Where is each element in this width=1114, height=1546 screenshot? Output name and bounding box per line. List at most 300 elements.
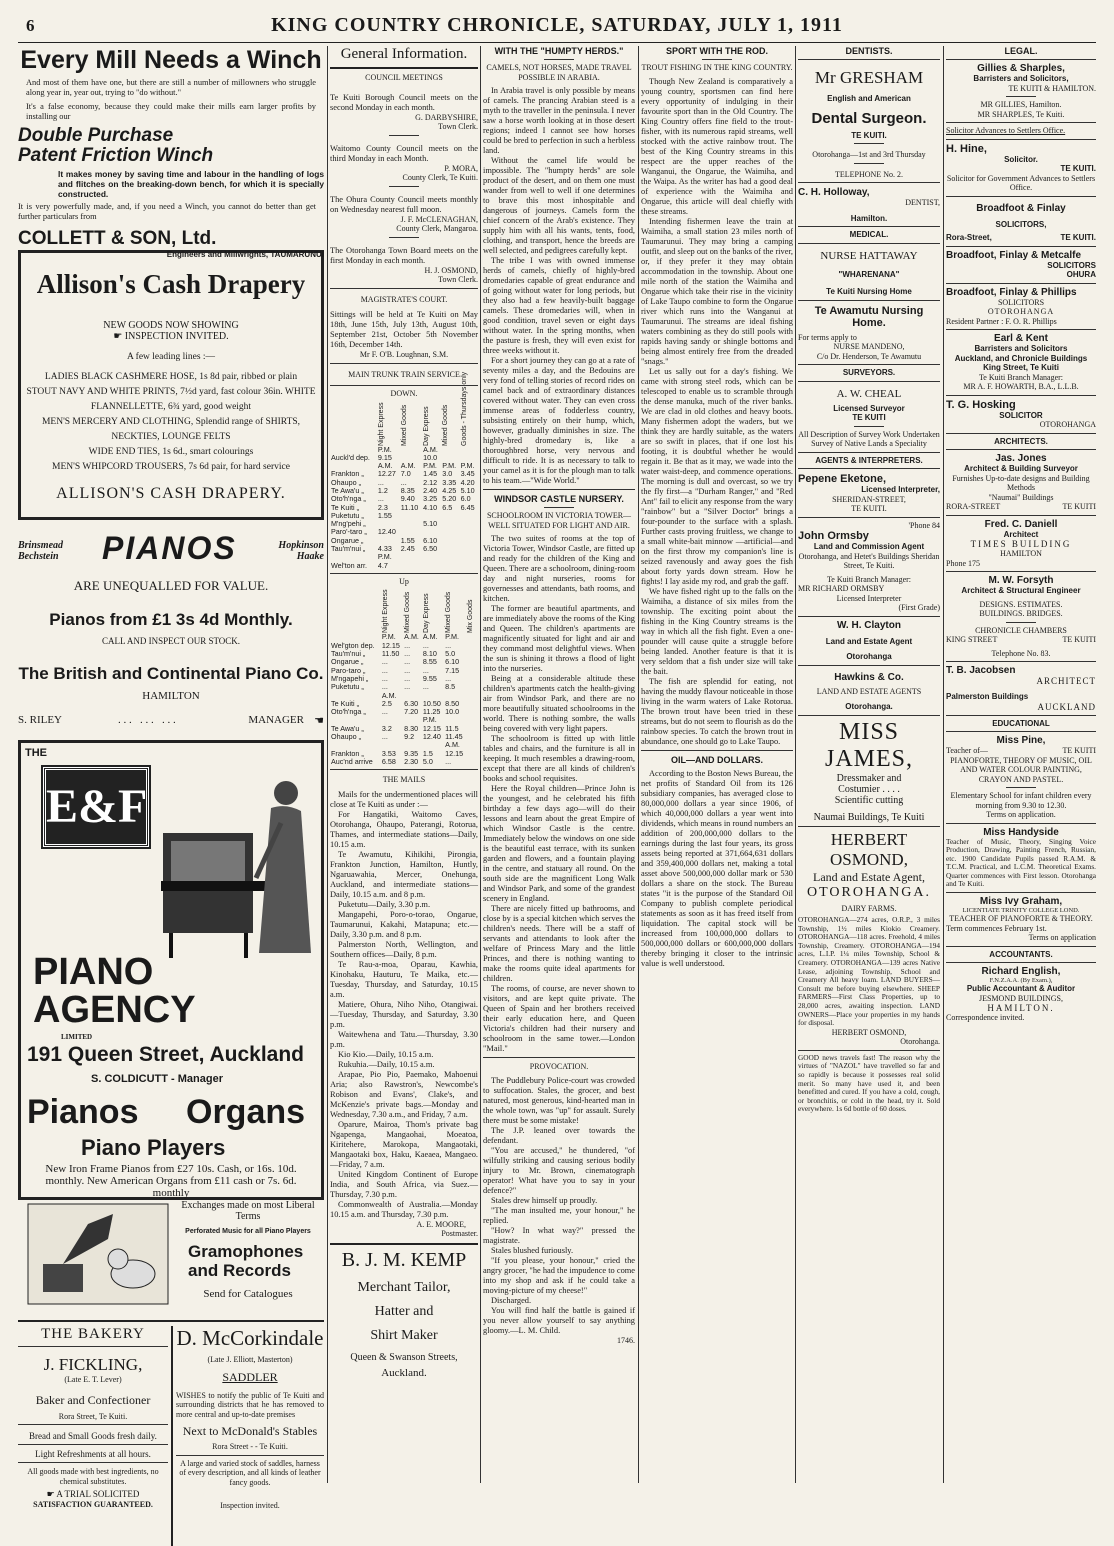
timetable-time: 2.30	[404, 756, 419, 766]
gramophone-dog-illustration	[28, 1204, 168, 1304]
article-paragraph: Stales blushed furiously.	[491, 1245, 574, 1255]
listing-name: Broadfoot, Finlay & Metcalfe	[946, 249, 1082, 261]
listing-role: Land and Estate Agent	[825, 636, 913, 646]
allison-line: NEW GOODS NOW SHOWING	[103, 320, 239, 331]
listing-line: Naumai Buildings, Te Kuiti	[813, 811, 925, 823]
mail-entry: Mangapehi, Poro-o-torao, Ongarue, Taumarunui, Kakahi, Matapuna; etc.—Daily, 3.30 p.m. and 8 p.m.	[330, 909, 478, 939]
timetable-time	[400, 512, 422, 520]
council-sig: J. F. McCLENAGHAN,	[400, 214, 478, 224]
timetable-row	[330, 758, 478, 766]
ef-agency-title: AGENCY	[33, 989, 196, 1031]
column-rule	[638, 46, 639, 1483]
timetable-time	[466, 733, 478, 741]
mail-entry: Palmerston North, Wellington, and Southern offices—Daily, 8 p.m.	[330, 939, 478, 959]
listing-line: BUILDINGS. BRIDGES.	[979, 609, 1063, 618]
timetable-col-header: Day Express	[422, 593, 430, 634]
train-down-label: DOWN.	[390, 389, 418, 398]
timetable-time: A.M.	[381, 690, 397, 700]
article-paragraph: We have fished right up to the falls on the Waimiha, a distance of six miles from the township. The exciting point about the fishing in the King Country streams is the way in which all the fish fight. Even a one-pounder will cause quite a struggle before being landed. Another feature is that it is very seldom that a fish under size will take the bait.	[641, 586, 793, 676]
mails-heading: THE MAILS	[382, 775, 426, 785]
leader-dots: . . . . . . . . .	[118, 714, 176, 726]
bakery-guarantee: SATISFACTION GUARANTEED.	[33, 1500, 153, 1509]
ef-manager: S. COLDICUTT - Manager	[91, 1073, 224, 1085]
timetable-time: P.M.	[377, 444, 392, 454]
listing-line: RORA-STREET	[946, 502, 1001, 511]
listing-line: KING STREET	[946, 635, 998, 644]
ef-limited: LIMITED	[61, 1033, 93, 1041]
listing-line: Costumier . . . .	[838, 783, 900, 795]
allison-footer: ALLISON'S CASH DRAPERY.	[56, 485, 286, 502]
listing-text: Teacher of Music, Theory, Singing Voice Production, Drawing, Painting French, Russian, etc. 1900 Candidate Pupils passed R.A.M. & T.C.M. Practical, and L.C.M. Theoretical Exams. Quarter commences with First lesson. Otorohanga and Te Kuiti.	[946, 836, 1096, 889]
listing-town: OTOROHANGA	[1039, 420, 1096, 429]
listing-role: Solicitor.	[1004, 154, 1038, 164]
timetable-col-header: Mixed Goods	[445, 592, 453, 634]
listing-line: Te Kuiti Branch Manager:	[978, 372, 1064, 382]
listing-town: Otorohanga.	[845, 702, 893, 711]
timetable-station: M'ngapehi „	[331, 673, 369, 683]
listing-town: TE KUITI	[1062, 635, 1096, 644]
listing-line: Otorohanga.	[900, 1037, 940, 1047]
listing-line: CHRONICLE CHAMBERS	[975, 625, 1067, 635]
listing-line: SHERIDAN-STREET,	[832, 494, 906, 504]
listing-role: SOLICITORS	[997, 297, 1045, 307]
listing-name: HERBERT OSMOND,	[830, 829, 908, 869]
listing-line: TELEPHONE No. 2.	[835, 169, 903, 179]
article-paragraph: "How? In what way?" pressed the magistrate.	[483, 1225, 635, 1245]
ef-players: Piano Players	[81, 1135, 226, 1160]
pianos-advert	[18, 520, 324, 740]
timetable-time: 2.12	[423, 477, 438, 487]
timetable-time: A.M.	[404, 632, 419, 642]
bakery-trial: A TRIAL SOLICITED	[56, 1489, 140, 1499]
ef-offer: New Iron Frame Pianos from £27 10s. Cash, or 16s. 10d. monthly. New American Organs from £11 cash or 7s. 6d. monthly	[45, 1163, 297, 1199]
listing-town: TE KUITI.	[851, 504, 887, 513]
timetable-time: 1.55	[400, 535, 415, 545]
timetable-time	[400, 446, 422, 454]
listing-town: OTOROHANGA.	[806, 884, 932, 900]
piano-player-illustration	[161, 753, 316, 963]
listing-name: M. W. Forsyth	[988, 575, 1054, 586]
timetable-time: 1.2	[377, 485, 388, 495]
timetable-time: 5.20	[442, 494, 457, 504]
listing-line: Elementary School for infant children every morning from 9.30 to 12.30.	[950, 791, 1092, 810]
listing-role: Architect & Building Surveyor	[964, 464, 1078, 473]
article-body	[483, 534, 635, 1054]
timetable-time: 3.25	[423, 494, 438, 504]
article-paragraph: Being at a considerable altitude these children's apartments catch the health-giving air from Windsor Park, and there are no more beautifully situated schoolrooms in the world. There is nothing sombre, the walls being covered with very light papers.	[483, 674, 635, 733]
timetable-time: 10.50	[422, 698, 441, 708]
timetable-time: 4.25	[442, 485, 457, 495]
listing-name: Broadfoot & Finlay	[976, 202, 1066, 214]
mail-entry: Rukuhia.—Daily, 10.15 a.m.	[338, 1059, 435, 1069]
timetable-time: 12.27	[377, 469, 396, 479]
section-heading: AGENTS & INTERPRETERS.	[815, 455, 923, 465]
train-heading: MAIN TRUNK TRAIN SERVICE	[348, 369, 460, 379]
council-notice: The Ohura County Council meets monthly on Wednesday nearest full moon.	[330, 194, 478, 214]
listing-line: Terms on application.	[986, 810, 1056, 819]
timetable-time	[466, 667, 478, 675]
listing-name: Hawkins & Co.	[834, 671, 904, 683]
timetable-time: 6.10	[423, 535, 438, 545]
article-subhead: CAMELS, NOT HORSES, MADE TRAVEL POSSIBLE IN ARABIA.	[486, 63, 632, 82]
saddler-late: (Late J. Elliott, Masterton)	[207, 1355, 293, 1364]
kemp-address: Queen & Swanson Streets,	[350, 1351, 458, 1363]
listing-name: Te Awamutu Nursing Home.	[814, 304, 924, 329]
listing-name: Gillies & Sharples,	[977, 63, 1065, 74]
directory-column	[798, 46, 940, 1483]
timetable-time	[460, 562, 478, 570]
listing-name: Pepene Eketone,	[798, 473, 887, 485]
timetable-time: 1.55	[377, 510, 392, 520]
listing-role: LAND AND ESTATE AGENTS	[816, 686, 922, 696]
timetable-station: Frankton „	[331, 469, 364, 479]
timetable-time	[466, 633, 478, 641]
listing-line: Te Kuiti Nursing Home	[826, 287, 912, 296]
bakery-advert	[18, 1326, 168, 1510]
listing-name: Miss Pine,	[996, 735, 1046, 746]
listing-line: MR GILLIES, Hamilton.	[980, 100, 1062, 109]
listing-line: Teacher of—	[946, 746, 988, 755]
timetable-col-header: Night Express	[381, 589, 389, 634]
column-title: General Information.	[340, 46, 468, 62]
timetable-time: 6.10	[445, 657, 460, 667]
listing-line: Licensed Interpreter	[836, 593, 902, 603]
winch-text: It's a false economy, because they could make their mills earn larger profits by installing our	[26, 102, 316, 121]
timetable-time	[400, 553, 422, 561]
kemp-line: Shirt Maker	[370, 1327, 438, 1343]
article-paragraph: For a short journey they can go at a rate of seventy miles a day, and the Bedouins are very fond of telling stories of record rides on camel back and of extraordinary distances covered without water. They can even cross immense areas of fodderless country, subsisting entirely on their hump, which, however, gradually diminishes in size. The highly-bred dromedary is, like a thoroughbred horse, very nervous and difficult to ride. It is as necessary to talk to your camel as it is for the plough man to talk to his team.—"Wide World."	[483, 356, 635, 485]
timetable-time	[400, 520, 422, 528]
mail-entry: Arapae, Pio Pio, Paemako, Mahoenui Aria; also Rawstron's, Newcombe's Robison and Evans', Clake's, and McKenzie's private bags.—Monday and Wednesday, 7.30 a.m., and Friday, 7 a.m.	[330, 1069, 478, 1119]
listing-name: Mr GRESHAM	[814, 68, 924, 87]
magistrate-text: Sittings will be held at Te Kuiti on May 18th, June 15th, July 13th, August 10th, September 21st, October 5th November 16th, December 14th.	[330, 310, 478, 349]
timetable-time: 6.5	[442, 502, 453, 512]
timetable-time	[466, 758, 478, 766]
timetable-station: M'ng'pehi „	[331, 519, 366, 529]
timetable-time: 10.0	[423, 452, 438, 462]
section-heading: ARCHITECTS.	[994, 436, 1048, 446]
article-body	[483, 1076, 635, 1336]
council-sig: H. J. OSMOND,	[424, 265, 478, 275]
timetable-time	[466, 683, 478, 691]
timetable-time: ...	[445, 640, 452, 650]
timetable-time: 8.10	[422, 649, 437, 659]
timetable-time: 7.0	[400, 469, 411, 479]
article-paragraph: Without the camel life would be impossible. The "humpty herds" are sole product of the desert, and on them one must wander from well to well if one determines to brave this most inhospitable and dangerous of journeys. Camels form the chief concern of the Arab's existence. They supply him with all his wants, tents, food, clothing, and transport, hence the breeds are well selected, and pedigrees carefully kept.	[483, 156, 635, 255]
listing-line: DAIRY FARMS.	[841, 903, 897, 913]
listing-town: OHURA	[1066, 270, 1096, 279]
listing-role: ARCHITECT	[1036, 676, 1096, 686]
article-headline: OIL—AND DOLLARS.	[671, 754, 763, 765]
timetable-time	[466, 716, 478, 724]
timetable-time: 3.45	[460, 469, 475, 479]
council-sig: P. MORA,	[444, 163, 478, 173]
council-sig: G. DARBYSHIRE,	[415, 112, 478, 122]
article-paragraph: "If you please, your honour," cried the angry grocer, "he had the impudence to come into my shop and ask if he could take a moving-picture of my cheese!"	[483, 1255, 635, 1295]
timetable-station: Puketutu „	[331, 682, 364, 692]
listing-line: Solicitor Advances to Settlers Office.	[946, 126, 1066, 135]
timetable-time	[422, 562, 441, 570]
bakery-name: J. FICKLING,	[43, 1355, 143, 1374]
timetable-time: A.M.	[423, 444, 438, 454]
articles-column	[641, 46, 793, 1483]
timetable-time: 4.20	[460, 477, 475, 487]
article-paragraph: "The man insulted me, your honour," he replied.	[483, 1205, 635, 1225]
allison-leading: A few leading lines :—	[126, 352, 216, 362]
listing-name: H. Hine,	[946, 142, 987, 155]
winch-firm: COLLETT & SON, Ltd.	[18, 228, 217, 249]
pianos-call: CALL AND INSPECT OUR STOCK.	[101, 636, 241, 646]
listing-line: (First Grade)	[898, 603, 940, 612]
timetable-time: 5.0	[422, 756, 433, 766]
saddler-text: A large and varied stock of saddles, harness of every description, and all kinds of leather fancy goods.	[179, 1458, 321, 1487]
timetable-time: ...	[404, 649, 411, 659]
article-paragraph: The J.P. leaned over towards the defendant.	[483, 1125, 635, 1145]
listing-line: JESMOND BUILDINGS,	[978, 993, 1063, 1003]
article-paragraph: The two suites of rooms at the top of Victoria Tower, Windsor Castle, are fitted up and ready for the children of the King and Queen. There are a schoolroom, dining-room day and night nurseries, rooms for governesses and attendants, bath rooms, and kitchen.	[483, 534, 635, 603]
listing-line: Term commences February 1st.	[946, 923, 1047, 933]
mail-entry: Oparure, Mairoa, Thom's private bag Ngapenga, Mangaohai, Moeatoa, Kiritehere, Marokopa, Mangaotaki, Mangaotaki box, Haku, Kaeaea, Mangaeo.—Friday, 7 a.m.	[330, 1119, 478, 1169]
timetable-station: Wel'ton arr.	[331, 560, 367, 570]
timetable-time: 3.0	[442, 469, 453, 479]
listing-role: Public Accountant & Auditor	[966, 984, 1076, 994]
timetable-row	[330, 708, 478, 716]
piano-town: HAMILTON	[142, 690, 200, 702]
timetable-time: 2.40	[423, 485, 438, 495]
timetable-time: 11.10	[400, 502, 419, 512]
column-rule	[171, 1326, 173, 1546]
article-paragraph: You will find half the battle is gained if you never allow yourself to say anything gloomy.—L. M. Child.	[483, 1305, 635, 1335]
listing-name: T. B. Jacobsen	[946, 665, 1016, 676]
listing-name: A. W. CHEAL	[836, 387, 902, 400]
ef-piano-agency-advert	[18, 740, 324, 1200]
winch-firm-sub: Engineers and Millwrights, TAUMARUNUI	[166, 250, 324, 259]
timetable-time: 1.5	[422, 748, 433, 758]
article-subhead: SCHOOLROOM IN VICTORIA TOWER—WELL SITUATED FOR LIGHT AND AIR.	[486, 511, 632, 530]
listing-town: Hamilton.	[850, 213, 888, 223]
timetable-time: 9.55	[422, 673, 437, 683]
ef-organs: Organs	[186, 1093, 306, 1131]
pointing-hand-icon: ☚	[314, 715, 324, 727]
listing-text: OTOROHANGA—274 acres, O.R.P., 3 miles Township, 1½ miles Kiokio Creamery. OTOROHANGA—118 acres. Freehold, 4 miles Township, Creamery. OTOROHANGA—194 acres, L.I.P. 1¼ miles Township, School & Creamery. OTOROHANGA—139 acres Native Lease, adjoining Township, School and Creamery All heavy loam. LAND BUYERS—Consult me before buying elsewhere. SHEEP FARMERS—First Class Properties, up to 28,000 acres, awaiting inspection. LAND OWNERS—Place your properties in my hands for disposal.	[798, 915, 940, 1028]
listing-line: C/o Dr. Henderson, Te Awamutu	[816, 351, 922, 361]
timetable-time: P.M.	[460, 461, 475, 471]
listing-line: Solicitor for Government Advances to Settlers Office.	[946, 173, 1096, 192]
listing-role: Licensed Surveyor	[833, 403, 905, 413]
timetable-time	[466, 708, 478, 716]
bakery-late: (Late E. T. Lever)	[64, 1375, 122, 1384]
magistrate-sig: Mr F. O'B. Loughnan, S.M.	[359, 350, 449, 359]
listing-town: TE KUITI	[1062, 746, 1096, 755]
ef-pianos: Pianos	[27, 1093, 139, 1131]
listing-name: Jas. Jones	[995, 453, 1047, 464]
timetable-time	[460, 553, 478, 561]
listing-line: Scientific cutting	[834, 794, 904, 806]
listing-line: Resident Partner : F. O. R. Phillips	[946, 316, 1057, 326]
saddler-trade: SADDLER	[222, 1369, 278, 1384]
article-paragraph: Discharged.	[491, 1295, 532, 1305]
timetable-row	[330, 545, 478, 553]
up-timetable	[330, 589, 478, 766]
timetable-station: Tau'm'nui „	[331, 649, 366, 659]
bakery-title: THE BAKERY	[41, 1326, 145, 1342]
timetable-time: 8.35	[400, 485, 415, 495]
timetable-time: 6.30	[404, 698, 419, 708]
ef-logo: E&F	[43, 767, 149, 847]
allison-item: LADIES BLACK CASHMERE HOSE, 1s 8d pair, ribbed or plain	[44, 372, 298, 382]
timetable-time: 1.45	[423, 469, 438, 479]
timetable-time	[460, 537, 478, 545]
section-rule	[18, 1320, 324, 1322]
article-number: 1746.	[617, 1335, 635, 1345]
timetable-time: ...	[404, 657, 411, 667]
magistrate-heading: MAGISTRATE'S COURT.	[360, 294, 448, 304]
listing-role: DENTIST,	[905, 198, 940, 207]
article-paragraph: Here the Royal children—Prince John is the youngest, and he celebrated his fifth birthday a few days ago—will do their lessons and learn about the great Empire of which Windsor Castle is the centre. Immediately below the windows on one side is the beautiful east terrace, with its sunken garden and flowers, and a fountain playing in the centre, and statuary all round. On the south side are the magnificent Long Walk and Windsor Park, and some of the grandest scenery in England.	[483, 784, 635, 903]
saddler-next: Next to McDonald's Stables	[182, 1424, 318, 1438]
column-rule	[327, 46, 328, 1483]
article-headline: WINDSOR CASTLE NURSERY.	[494, 494, 624, 504]
article-paragraph: Intending fishermen leave the train at Waimiha, a small station 23 miles north of Taumarunui. They may bring a camping outfit, and sleep out on the banks of the river, or, if they prefer it they may obtain accommodation in the township. About one mile north of the station the Waimiha and Ongarue which take their rise in the vicinity of Lake Taupo combine to form the Ongarue river which runs into the Wanganui at Taumarunui. The streams are ideal fishing waters combining as they do still pools with rapids having sandy or shingle bottoms and being almost entirely free from the dreaded "snags."	[641, 216, 794, 366]
listing-line: Survey of Native Lands a Speciality	[811, 439, 927, 448]
timetable-station: Ongarue „	[331, 535, 364, 545]
timetable-time: ...	[422, 682, 429, 692]
bakery-trade: Baker and Confectioner	[35, 1392, 151, 1407]
timetable-time: 7.20	[404, 707, 419, 717]
timetable-time	[460, 446, 478, 454]
timetable-time: P.M.	[442, 461, 457, 471]
timetable-time: 11.45	[445, 732, 463, 742]
mail-entry: United Kingdom Continent of Europe India, and South Africa, via Suez.—Thursday, 7.30 p.m.	[330, 1169, 478, 1199]
timetable-col-header: Mixed Goods	[400, 404, 408, 446]
article-paragraph: The rooms, of course, are never shown to visitors, and are kept quite private. The Queen of Spain and her brothers received their early education here, and Queen Victoria's children had their nursery and schoolroom in the same tower.—London "Mail."	[483, 984, 635, 1053]
timetable-time: 11.25	[422, 707, 441, 717]
article-paragraph: Though New Zealand is comparatively a young country, sportsmen can find here every opportunity of indulging in their favourite sport than in the Old Country. The King Country offers fine field to the trout-fisher, with its numerous rapid streams, well stocked with the active rainbow trout. The best of the King Country streams in this respect are the upper reaches of the Wanganui, the Ongarue, the Waimiha, and the Waipa. As the writer has had a good deal of experience with the Waimiha and Ongarue, this article will deal chiefly with these streams.	[641, 76, 793, 216]
section-heading: DENTISTS.	[845, 46, 893, 56]
timetable-time: ...	[445, 673, 452, 683]
timetable-station: Frankton „	[331, 748, 364, 758]
saddler-name: D. McCorkindale	[176, 1326, 324, 1350]
council-role: County Clerk, Te Kuiti.	[402, 173, 478, 182]
timetable-time: 7.15	[445, 665, 460, 675]
listing-town: AUCKLAND	[1037, 701, 1096, 712]
section-heading: EDUCATIONAL	[992, 718, 1050, 728]
timetable-col-header: Night Express	[377, 401, 385, 446]
timetable-time: P.M.	[423, 461, 437, 471]
article-paragraph: The tribe I was with owned immense herds of camels, chiefly of highly-bred dromedaries capable of great endurance and of going without water for long periods, but they also had a few heavily-built baggage camels. These dromedaries will, when in good condition, travel seven or eight days without water. In the spring months, when the pasture is fresh, they will even exist for three weeks without it.	[483, 256, 635, 355]
timetable-time	[460, 545, 478, 553]
timetable-time: 6.0	[460, 494, 471, 504]
column-rule	[943, 46, 944, 1483]
saddler-advert	[176, 1326, 324, 1511]
mail-entry: Commonwealth of Australia.—Monday 10.15 a.m. and Thursday, 7.30 p.m.	[330, 1199, 478, 1219]
timetable-time: 9.15	[377, 452, 392, 462]
listing-name: Fred. C. Daniell	[984, 518, 1058, 530]
saddler-rora: Rora Street - - Te Kuiti.	[212, 1442, 288, 1451]
timetable-time: ...	[381, 682, 388, 692]
listing-name: T. G. Hosking	[946, 398, 1016, 411]
timetable-time: ...	[381, 665, 388, 675]
timetable-time: 5.0	[445, 649, 456, 659]
timetable-station: Ohaupo „	[331, 732, 361, 742]
timetable-time: ...	[400, 477, 407, 487]
timetable-time: A.M.	[422, 632, 438, 642]
timetable-station: Paro'-taro „	[331, 527, 367, 537]
timetable-time: ...	[404, 682, 411, 692]
timetable-col-header: Mix Goods	[467, 599, 475, 634]
listing-role: Architect	[1003, 529, 1039, 539]
piano-makers-right: Hopkinson Haake	[278, 540, 324, 562]
article-headline: WITH THE "HUMPTY HERDS."	[494, 46, 624, 56]
timetable-station: Puketutu „	[331, 510, 364, 520]
article-paragraph: "You are accused," he thundered, "of wilfully striking and causing serious bodily injury to Mr. Brown, cinematograph operator! What have you to say in your defence?"	[483, 1145, 635, 1195]
bakery-saddler-row	[18, 1326, 324, 1546]
council-notice: Waitomo County Council meets on the third Monday in each Month.	[330, 143, 478, 163]
ef-agency-title: PIANO	[33, 951, 154, 993]
timetable-time: 8.30	[404, 723, 419, 733]
timetable-time	[441, 520, 459, 528]
timetable-time	[441, 446, 459, 454]
timetable-col-header: Mixed Goods	[442, 404, 450, 446]
listing-title: Dental Surgeon.	[811, 109, 927, 127]
mail-entry: Kio Kio.—Daily, 10.15 a.m.	[338, 1049, 434, 1059]
listing-line: MR SHARPLES, Te Kuiti.	[977, 109, 1065, 119]
timetable-time: 8.55	[422, 657, 437, 667]
timetable-station: Te Kuiti „	[331, 698, 359, 708]
section-heading: SURVEYORS.	[842, 368, 896, 377]
pointing-hand-icon: ☛	[113, 331, 125, 342]
pointing-hand-icon: ☛	[46, 1489, 57, 1499]
listing-line: Otorohanga, and Hetet's Buildings Sheridan Street, Te Kuiti.	[798, 551, 940, 570]
winch-headline: Every Mill Needs a Winch	[20, 46, 322, 74]
kemp-advert	[330, 1249, 478, 1379]
listing-line: F.N.Z.A.A. (By Exam.),	[989, 977, 1053, 985]
allison-line: INSPECTION INVITED.	[124, 331, 229, 342]
timetable-time: A.M.	[377, 461, 393, 471]
timetable-time: 11.50	[381, 649, 400, 659]
timetable-time: 4.7	[377, 560, 388, 570]
timetable-col-header: Goods - Thursdays only	[460, 371, 468, 446]
timetable-col-header: Mixed Goods	[404, 592, 412, 634]
ef-perforated: Perforated Music for all Piano Players	[185, 1228, 311, 1235]
article-paragraph: The Puddlebury Police-court was crowded to suffocation. Stales, the grocer, and best natured, most generous, kind-hearted man in the whole town, was "up" for assault. Surely there must be some mistake!	[483, 1075, 635, 1125]
timetable-time: P.M.	[381, 632, 396, 642]
timetable-time: ...	[445, 756, 452, 766]
listing-line: "Naumai" Buildings	[988, 492, 1054, 502]
listing-line: NURSE MANDENO,	[833, 342, 905, 351]
listing-town: TE KUITI & HAMILTON.	[1008, 83, 1096, 93]
listing-line: Furnishes Up-to-date designs and Building Methods	[952, 473, 1090, 492]
listing-name: W. H. Clayton	[837, 619, 901, 631]
mail-entry: Te Rau-a-moa, Oparau, Kawhia, Kinohaku, Hauturu, Te Maika, etc.—Tuesday, Thursday, and Saturday, 10.15 a.m.	[330, 959, 478, 999]
timetable-time: 3.2	[381, 723, 392, 733]
listing-role: Barristers and Solicitors	[974, 344, 1068, 353]
timetable-time: ...	[404, 665, 411, 675]
listing-line: Correspondence invited.	[946, 1013, 1025, 1023]
ef-gramophones: Gramophones and Records	[188, 1242, 304, 1280]
article-headline: PROVOCATION.	[529, 1062, 589, 1071]
listing-line: Terms on application	[1028, 933, 1096, 943]
listing-phone: Phone 175	[946, 558, 980, 568]
ef-catalogues: Send for Catalogues	[203, 1288, 293, 1300]
timetable-time: 12.15	[445, 748, 464, 758]
mail-entry: Waitewhena and Tatu.—Thursday, 3.30 p.m.	[330, 1029, 478, 1049]
listing-role: SOLICITORS	[1047, 260, 1096, 270]
kemp-town: Auckland.	[381, 1366, 427, 1379]
article-paragraph: The fish are splendid for eating, not having the muddy flavour noticeable in those living in the warm waters of Lake Rotorua. The brown trout have been tried in these streams, but do not seem to flourish as do the rainbow species. To catch the brown trout in abundance, one should go to Lake Taupo.	[641, 676, 793, 746]
listing-line: LICENTIATE TRINITY COLLEGE LOND.	[962, 907, 1080, 915]
timetable-time: ...	[422, 640, 429, 650]
